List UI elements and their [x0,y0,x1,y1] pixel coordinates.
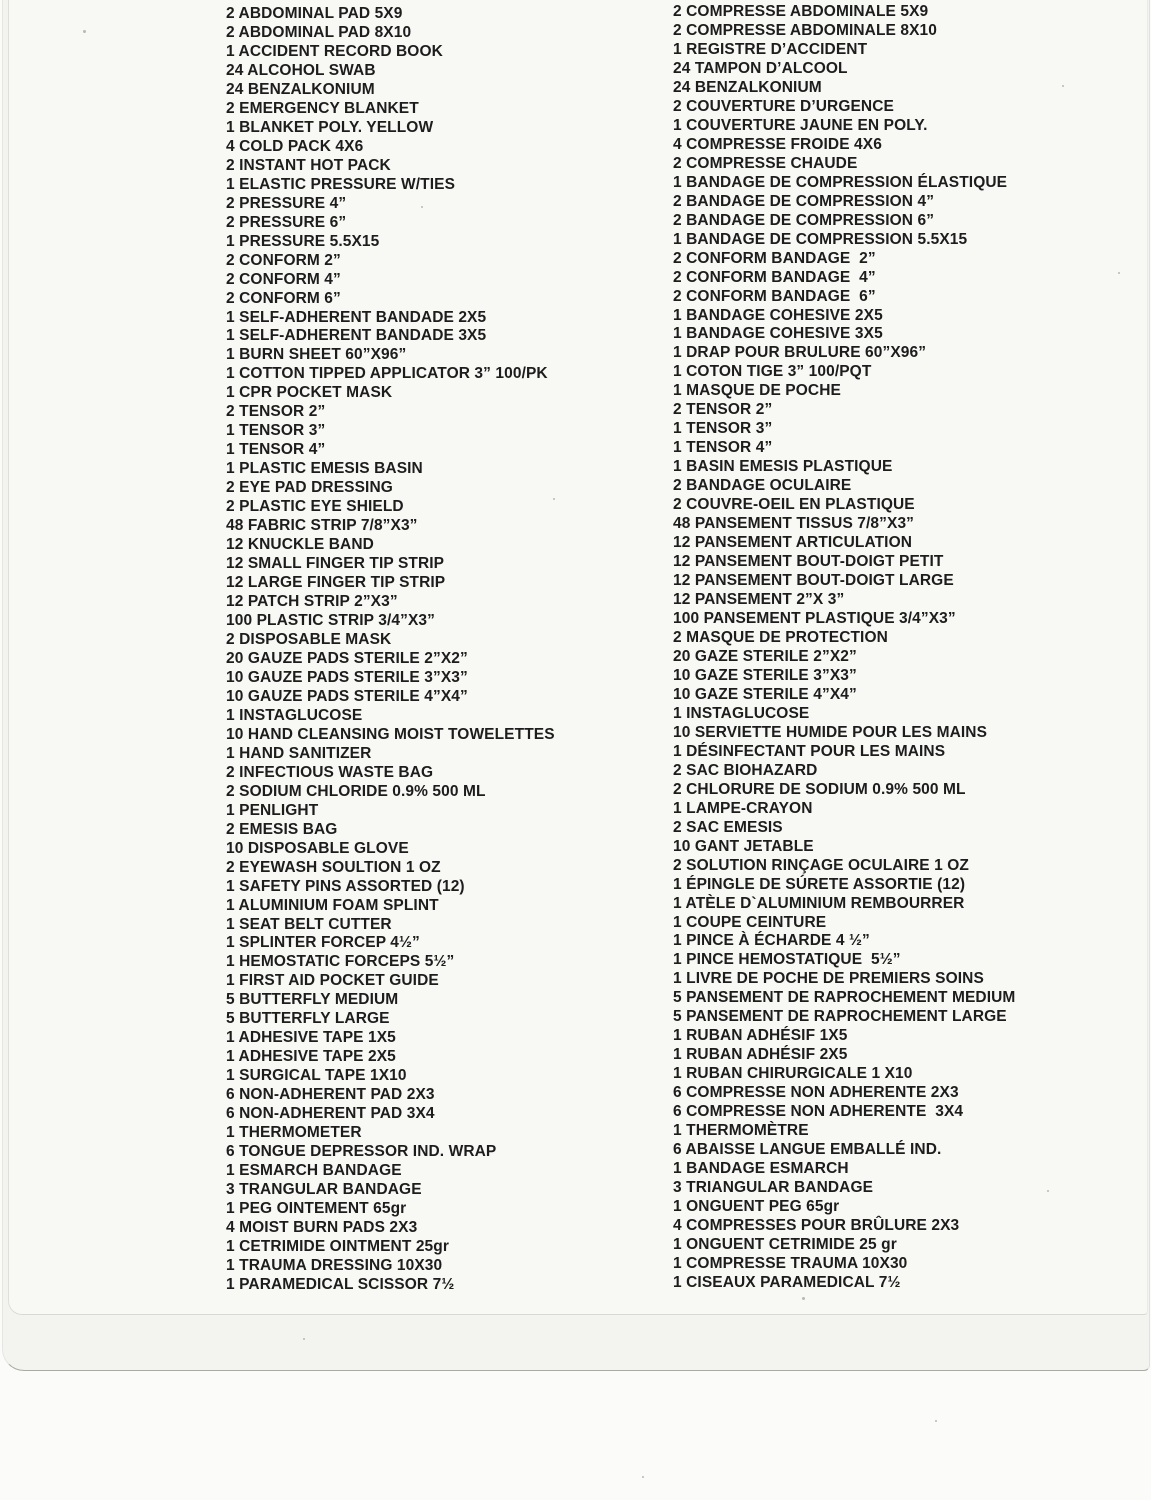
list-line-fr: 1 RUBAN CHIRURGICALE 1 X10 [673,1065,913,1083]
list-line-fr: 24 BENZALKONIUM [673,78,822,96]
list-line-fr: 1 BANDAGE ESMARCH [673,1160,849,1178]
list-line-en: 2 PRESSURE 6” [226,213,347,231]
list-line-fr: 1 BASIN EMESIS PLASTIQUE [673,458,893,476]
list-line-fr: 1 DRAP POUR BRULURE 60”X96” [673,344,927,362]
list-line-fr: 1 ONGUENT PEG 65gr [673,1198,840,1216]
list-line-en: 2 EMESIS BAG [226,820,338,838]
list-line-fr: 10 GAZE STERILE 3”X3” [673,666,857,684]
list-line-en: 48 FABRIC STRIP 7/8”X3” [226,517,418,535]
list-line-en: 24 ALCOHOL SWAB [226,61,376,79]
list-line-en: 1 PARAMEDICAL SCISSOR 7½ [226,1275,455,1293]
scan-speck [1118,272,1120,274]
list-line-en: 1 CPR POCKET MASK [226,384,393,402]
list-line-en: 1 PEG OINTEMENT 65gr [226,1200,407,1218]
list-line-fr: 2 BANDAGE DE COMPRESSION 6” [673,211,935,229]
list-line-fr: 2 COMPRESSE ABDOMINALE 8X10 [673,21,937,39]
list-line-fr: 1 BANDAGE DE COMPRESSION ÉLASTIQUE [673,173,1008,191]
list-line-fr: 2 SAC EMESIS [673,818,783,836]
list-line-fr: 1 COTON TIGE 3” 100/PQT [673,363,872,381]
list-line-en: 1 CETRIMIDE OINTMENT 25gr [226,1237,449,1255]
list-line-fr: 1 MASQUE DE POCHE [673,382,841,400]
list-line-fr: 10 SERVIETTE HUMIDE POUR LES MAINS [673,723,988,741]
list-line-en: 2 DISPOSABLE MASK [226,630,392,648]
list-line-en: 2 TENSOR 2” [226,403,326,421]
list-line-en: 100 PLASTIC STRIP 3/4”X3” [226,612,435,629]
list-line-fr: 1 RUBAN ADHÉSIF 1X5 [673,1027,848,1045]
list-line-en: 20 GAUZE PADS STERILE 2”X2” [226,649,468,667]
list-line-en: 2 EMERGENCY BLANKET [226,99,419,117]
list-line-fr: 1 REGISTRE D’ACCIDENT [673,40,868,58]
list-line-en: 12 LARGE FINGER TIP STRIP [226,574,446,592]
list-line-en: 6 TONGUE DEPRESSOR IND. WRAP [226,1143,497,1161]
list-line-fr: 2 CHLORURE DE SODIUM 0.9% 500 ML [673,780,966,798]
list-line-en: 2 PRESSURE 4” [226,194,347,212]
list-line-en: 1 SURGICAL TAPE 1X10 [226,1067,407,1085]
list-line-fr: 24 TAMPON D’ALCOOL [673,59,848,77]
scan-speck [1047,1190,1049,1192]
list-line-en: 1 BURN SHEET 60”X96” [226,346,407,364]
scan-speck [553,498,555,500]
list-line-en: 1 PRESSURE 5.5X15 [226,232,380,250]
scan-speck [303,1338,305,1340]
list-line-fr: 1 CISEAUX PARAMEDICAL 7½ [673,1273,901,1291]
list-line-fr: 100 PANSEMENT PLASTIQUE 3/4”X3” [673,610,956,627]
list-line-fr: 2 COMPRESSE CHAUDE [673,154,858,172]
list-line-en: 2 CONFORM 4” [226,270,341,288]
list-line-fr: 2 CONFORM BANDAGE 4” [673,268,876,286]
list-line-fr: 1 ONGUENT CETRIMIDE 25 gr [673,1235,897,1253]
list-line-en: 12 PATCH STRIP 2”X3” [226,593,398,611]
list-line-fr: 1 PINCE À ÉCHARDE 4 ½” [673,932,870,950]
list-line-fr: 2 COUVERTURE D’URGENCE [673,97,894,115]
list-line-en: 1 THERMOMETER [226,1124,362,1142]
list-line-fr: 48 PANSEMENT TISSUS 7/8”X3” [673,515,915,533]
list-line-en: 6 NON-ADHERENT PAD 3X4 [226,1105,435,1123]
list-line-fr: 1 LIVRE DE POCHE DE PREMIERS SOINS [673,970,984,988]
list-line-en: 1 SEAT BELT CUTTER [226,915,392,933]
scan-speck [1062,85,1064,87]
paper-sheet [8,0,1148,1315]
list-line-fr: 1 PINCE HEMOSTATIQUE 5½” [673,951,901,969]
list-line-en: 2 EYE PAD DRESSING [226,479,393,497]
list-line-fr: 1 LAMPE-CRAYON [673,799,813,817]
list-line-en: 10 HAND CLEANSING MOIST TOWELETTES [226,725,555,743]
list-line-en: 1 TENSOR 3” [226,422,326,440]
list-line-fr: 10 GANT JETABLE [673,837,814,855]
list-line-en: 2 INFECTIOUS WASTE BAG [226,763,434,781]
list-line-fr: 3 TRIANGULAR BANDAGE [673,1179,874,1197]
list-line-en: 1 SELF-ADHERENT BANDADE 2X5 [226,308,487,326]
list-line-fr: 2 MASQUE DE PROTECTION [673,628,888,646]
list-line-en: 1 ELASTIC PRESSURE W/TIES [226,175,456,193]
list-line-fr: 1 TENSOR 4” [673,439,773,457]
list-line-en: 2 ABDOMINAL PAD 8X10 [226,23,412,41]
list-line-fr: 6 COMPRESSE NON ADHERENTE 2X3 [673,1084,959,1102]
list-line-en: 5 BUTTERFLY LARGE [226,1010,390,1028]
list-line-fr: 12 PANSEMENT BOUT-DOIGT PETIT [673,553,944,571]
list-line-en: 1 ACCIDENT RECORD BOOK [226,42,443,60]
scan-speck [642,1476,644,1478]
list-line-fr: 2 TENSOR 2” [673,401,773,419]
list-line-fr: 2 BANDAGE DE COMPRESSION 4” [673,192,935,210]
list-line-en: 2 CONFORM 6” [226,289,341,307]
list-line-en: 1 TENSOR 4” [226,441,326,459]
list-line-en: 1 SPLINTER FORCEP 4½” [226,934,420,952]
list-line-en: 2 PLASTIC EYE SHIELD [226,498,404,516]
list-line-en: 1 COTTON TIPPED APPLICATOR 3” 100/PK [226,365,548,383]
list-line-fr: 2 COMPRESSE ABDOMINALE 5X9 [673,3,929,20]
scan-speck [421,206,423,208]
list-line-en: 1 FIRST AID POCKET GUIDE [226,972,439,990]
list-line-fr: 5 PANSEMENT DE RAPROCHEMENT LARGE [673,1008,1007,1026]
list-line-fr: 1 INSTAGLUCOSE [673,704,810,722]
list-line-fr: 20 GAZE STERILE 2”X2” [673,647,857,665]
list-line-fr: 1 BANDAGE COHESIVE 3X5 [673,325,883,343]
list-line-en: 1 HEMOSTATIC FORCEPS 5½” [226,953,455,971]
list-line-fr: 12 PANSEMENT ARTICULATION [673,534,913,552]
list-line-fr: 1 COMPRESSE TRAUMA 10X30 [673,1254,908,1272]
list-line-fr: 4 COMPRESSE FROIDE 4X6 [673,135,882,153]
list-line-en: 2 INSTANT HOT PACK [226,156,391,174]
list-line-fr: 1 TENSOR 3” [673,420,773,438]
list-line-fr: 1 BANDAGE COHESIVE 2X5 [673,306,883,324]
scan-speck [935,1420,937,1422]
list-line-en: 2 SODIUM CHLORIDE 0.9% 500 ML [226,782,486,800]
list-line-fr: 2 CONFORM BANDAGE 6” [673,287,876,305]
list-line-en: 1 PENLIGHT [226,801,319,819]
list-line-en: 2 ABDOMINAL PAD 5X9 [226,5,403,22]
list-line-fr: 1 RUBAN ADHÉSIF 2X5 [673,1046,848,1064]
list-line-en: 3 TRANGULAR BANDAGE [226,1181,422,1199]
list-line-en: 1 ALUMINIUM FOAM SPLINT [226,896,439,914]
list-line-en: 10 GAUZE PADS STERILE 3”X3” [226,668,468,686]
list-line-fr: 2 SAC BIOHAZARD [673,761,818,779]
list-line-fr: 1 BANDAGE DE COMPRESSION 5.5X15 [673,230,968,248]
list-line-en: 2 EYEWASH SOULTION 1 OZ [226,858,441,876]
list-line-fr: 6 COMPRESSE NON ADHERENTE 3X4 [673,1103,964,1121]
english-column [226,5,555,1295]
list-line-en: 1 ADHESIVE TAPE 1X5 [226,1029,396,1047]
list-line-en: 1 SELF-ADHERENT BANDADE 3X5 [226,327,487,345]
list-line-fr: 1 ÉPINGLE DE SÚRETE ASSORTIE (12) [673,875,966,893]
list-line-fr: 2 CONFORM BANDAGE 2” [673,249,876,267]
list-line-en: 4 COLD PACK 4X6 [226,137,364,155]
list-line-en: 1 ADHESIVE TAPE 2X5 [226,1048,396,1066]
list-line-fr: 5 PANSEMENT DE RAPROCHEMENT MEDIUM [673,989,1016,1007]
list-line-en: 1 ESMARCH BANDAGE [226,1162,402,1180]
list-line-fr: 1 THERMOMÈTRE [673,1122,809,1140]
scan-speck [83,30,86,33]
list-line-en: 6 NON-ADHERENT PAD 2X3 [226,1086,435,1104]
list-line-fr: 2 COUVRE-OEIL EN PLASTIQUE [673,496,915,514]
french-column [673,3,1015,1293]
list-line-fr: 4 COMPRESSES POUR BRÛLURE 2X3 [673,1217,960,1234]
list-line-en: 1 INSTAGLUCOSE [226,706,363,724]
list-line-en: 1 TRAUMA DRESSING 10X30 [226,1256,443,1274]
scan-speck [802,1297,805,1300]
list-line-fr: 2 SOLUTION RINÇAGE OCULAIRE 1 OZ [673,856,969,874]
list-line-en: 12 SMALL FINGER TIP STRIP [226,555,445,573]
list-line-fr: 6 ABAISSE LANGUE EMBALLÉ IND. [673,1141,942,1159]
list-line-en: 1 PLASTIC EMESIS BASIN [226,460,423,478]
list-line-fr: 12 PANSEMENT 2”X 3” [673,591,845,609]
list-line-en: 1 SAFETY PINS ASSORTED (12) [226,877,465,895]
list-line-en: 1 HAND SANITIZER [226,744,372,762]
list-line-en: 2 CONFORM 2” [226,251,341,269]
list-line-fr: 1 COUVERTURE JAUNE EN POLY. [673,116,928,134]
list-line-en: 24 BENZALKONIUM [226,80,375,98]
list-line-en: 4 MOIST BURN PADS 2X3 [226,1219,418,1236]
list-line-en: 10 GAUZE PADS STERILE 4”X4” [226,687,468,705]
list-line-fr: 12 PANSEMENT BOUT-DOIGT LARGE [673,572,954,590]
list-line-fr: 10 GAZE STERILE 4”X4” [673,685,857,703]
list-line-en: 12 KNUCKLE BAND [226,536,374,554]
list-line-fr: 1 COUPE CEINTURE [673,913,827,931]
list-line-en: 1 BLANKET POLY. YELLOW [226,118,434,136]
list-line-fr: 1 ATÈLE D`ALUMINIUM REMBOURRER [673,894,965,912]
list-line-fr: 1 DÉSINFECTANT POUR LES MAINS [673,742,946,760]
list-line-en: 5 BUTTERFLY MEDIUM [226,991,399,1009]
list-line-fr: 2 BANDAGE OCULAIRE [673,477,852,495]
list-line-en: 10 DISPOSABLE GLOVE [226,839,409,857]
